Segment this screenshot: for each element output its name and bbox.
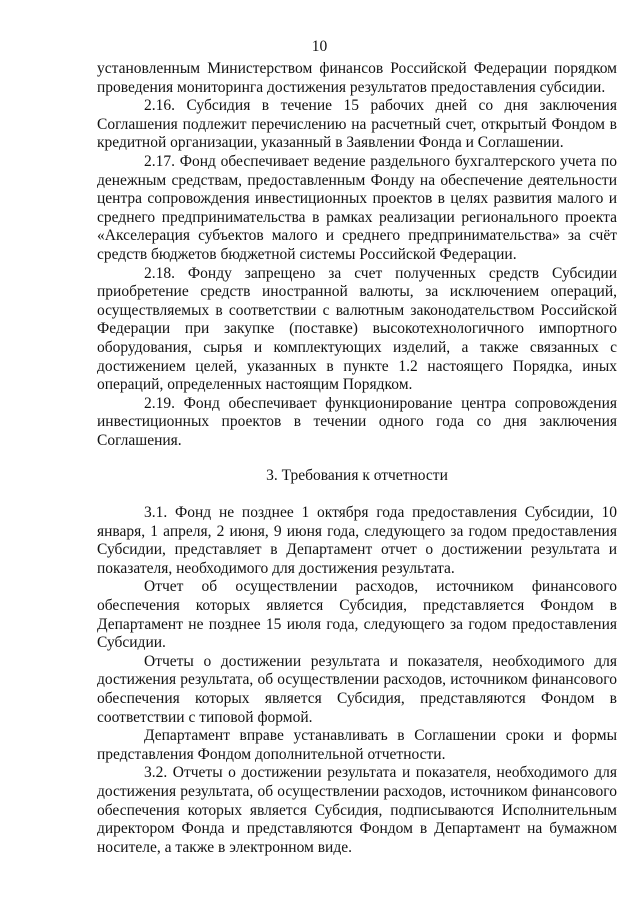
paragraph-3-1: 3.1. Фонд не позднее 1 октября года предоставления Субсидии, 10 января, 1 апреля, 2 июня, 9 июня года, следующего за годом предоставления Субсидии, представляет в Департамент отчет о достижении результата и показателя, необходимого для достижения результата. [97,504,617,577]
section-heading: 3. Требования к отчетности [266,467,448,485]
paragraph-2-17: 2.17. Фонд обеспечивает ведение раздельного бухгалтерского учета по денежным средствам, предоставленным Фонду на обеспечение деятельности центра сопровождения инвестиционных проектов в целях развития малого и среднего предпринимательства в рамках реализации регионального проекта «Акселерация субъектов малого и среднего предпринимательства» за счёт средств бюджетов бюджетной системы Российской Федерации. [97,152,617,263]
paragraph-expense-report: Отчет об осуществлении расходов, источником финансового обеспечения которых является Субсидия, представляется Фондом в Департамент не позднее 15 июля года, следующего за годом предоставления Субсидии. [97,578,617,652]
paragraph-3-2: 3.2. Отчеты о достижении результата и показателя, необходимого для достижения результата, об осуществлении расходов, источником финансового обеспечения которых является Субсидия, подписываются Исполнительным директором Фонда и представляются Фондом в Департамент на бумажном носителе, а также в электронном виде. [97,764,617,856]
page-number: 10 [311,38,328,55]
document-body [97,60,617,857]
paragraph-continuation: установленным Министерством финансов Российской Федерации порядком проведения мониторинга достижения результатов предоставления субсидии. [97,60,617,96]
paragraph-2-16: 2.16. Субсидия в течение 15 рабочих дней со дня заключения Соглашения подлежит перечислению на расчетный счет, открытый Фондом в кредитной организации, указанный в Заявлении Фонда и Соглашении. [97,97,617,152]
paragraph-additional-reporting: Департамент вправе устанавливать в Соглашении сроки и формы представления Фондом дополнительной отчетности. [97,727,617,763]
paragraph-report-form: Отчеты о достижении результата и показателя, необходимого для достижения результата, об осуществлении расходов, источником финансового обеспечения которых является Субсидия, представляются Фондом в соответствии с типовой формой. [97,652,617,726]
paragraph-2-18: 2.18. Фонду запрещено за счет полученных средств Субсидии приобретение средств иностранной валюты, за исключением операций, осуществляемых в соответствии с валютным законодательством Российской Федерации при закупке (поставке) высокотехнологичного импортного оборудования, сырья и комплектующих изделий, а также связанных с достижением целей, указанных в пункте 1.2 настоящего Порядка, иных операций, определенных настоящим Порядком. [97,264,617,394]
paragraph-2-19: 2.19. Фонд обеспечивает функционирование центра сопровождения инвестиционных проектов в течении одного года со дня заключения Соглашения. [97,394,617,449]
